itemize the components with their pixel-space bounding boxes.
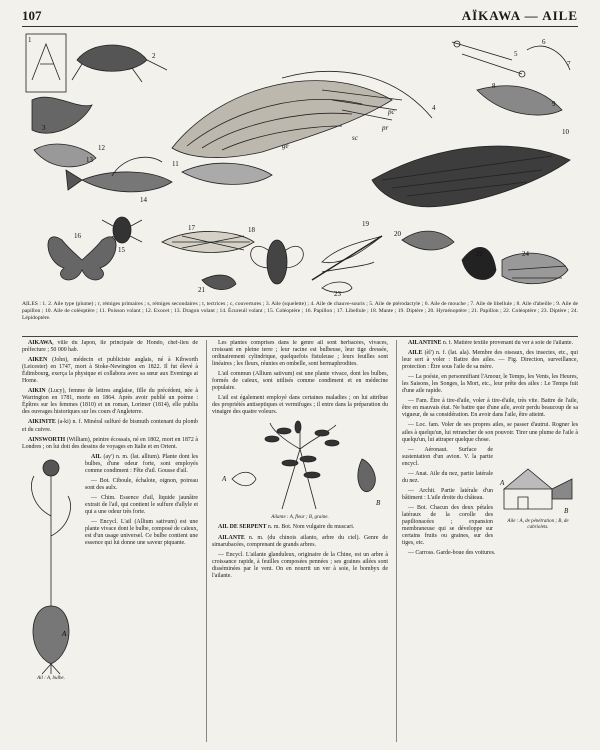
entry-text: — Carross. Garde-boue des voitures. (408, 550, 496, 557)
plate-number-24: 24 (522, 250, 529, 258)
plate-number-20: 20 (394, 230, 401, 238)
plate-number-19: 19 (362, 220, 369, 228)
entry-text: n. f. Matière textile provenant du ver à soie de l'ailante. (441, 340, 573, 346)
entry-text: — Anat. Aile du nez, partie latérale du nez. (402, 470, 493, 484)
entry-headword: AÏKAWA (28, 340, 53, 346)
entry-aile (402, 350, 578, 371)
plate-number-3: 3 (42, 124, 46, 132)
entry-text: — Encycl. L'ailante glanduleux, originaire de la Chine, est un arbre à croissance rapide, à feuilles composées pennées ; ses graines ailées sont disséminées par le vent. On en nourrit un ver à soie, le bombyx de l'ailante. (212, 551, 388, 579)
plate-letter-pr: pr (382, 124, 389, 132)
plate-letter-ge: ge (282, 142, 289, 150)
entry-text: , ville du Japon, île principale de Hondo, chef-lieu de préfecture ; 50 000 hab. (22, 340, 198, 354)
column-separator (206, 340, 207, 742)
plate-number-4: 4 (432, 104, 436, 112)
wings-plate-drawing (22, 30, 578, 298)
entry-text: — Bot. Chacun des deux pétales latéraux de la corolle des papilionacées ; expansion membraneuse qui se développe sur certains fruits ou graines, sur des tiges, etc. (402, 504, 493, 547)
paragraph (212, 340, 388, 368)
page-header (22, 8, 578, 26)
ailanthus-drawing (212, 419, 388, 515)
entry-headword: AIKEN (28, 357, 48, 364)
entry-text: L'ail commun (Allium sativum) est une plante vivace, dont les bulbes, formés de caïeux, sont utilisés comme condiment et en médecine populaire. (212, 371, 388, 392)
garlic-illustration (22, 456, 80, 682)
entry-ainsworth (22, 437, 198, 451)
ailanthus-caption: Ailante : A, fleur ; B, graine. (271, 515, 329, 521)
paragraph (402, 422, 578, 443)
entry-headword: AIL (91, 453, 102, 460)
entry-ailantine (402, 340, 578, 347)
plate-number-21: 21 (198, 286, 205, 294)
paragraph (212, 371, 388, 392)
entry-ailante (212, 535, 388, 549)
plate-legend: AILES : 1. 2. Aile type (plume) ; r, rémiges primaires ; s, rémiges secondaires ; t, tectrices ; c, couvertures ; 3. Aile (squelette) ; 4. Aile de chauve-souris ; 5. Aile de ptérodactyle ; 6. Aile de mouche ; 7. Aile de libellule ; 8. Aile d'abeille ; 9. Aile de papillon ; 10. Aile de coléoptère ; 11. Poisson volant ; 12. Exocet ; 13. Dragon volant ; 14. Écureuil volant ; 15. Coléoptère ; 16. Papillon ; 17. Libellule ; 18. Mante ; 19. Diptère ; 20. Hyménoptère ; 21. Papillon ; 22. Coléoptère ; 23. Diptère ; 24. Lépidoptère. (22, 301, 578, 321)
text-column-3 (402, 340, 578, 742)
entry-text: (John), médecin et publiciste anglais, né à Kibworth (Leicester) en 1747, mort à Stoke-Newington en 1822. Il fut élevé à Édimbourg, exerça la physique et collabora avec sa sœur aux Evenings at Home. (22, 357, 198, 385)
svg-text:A: A (222, 475, 227, 484)
text-column-2 (212, 340, 388, 742)
entry-ailante-encycl (212, 552, 388, 580)
entry-text: n. m. Bot. Nom vulgaire du muscari. (266, 524, 355, 531)
plate-number-18: 18 (248, 226, 255, 234)
entry-text: — La poésie, en personnifiant l'Amour, le Temps, les Vents, les Heures, les Saisons, les Songes, la Mort, etc., leur prête des ailes : Le Temps fuit d'une aile rapide. (402, 374, 578, 395)
entry-ail-de-serpent (212, 524, 388, 531)
plate-number-22: 22 (476, 250, 483, 258)
entry-text: — Aéronaut. Surface de sustentation d'un avion. V. la partie encycl. (402, 446, 493, 467)
plate-number-10: 10 (562, 128, 569, 136)
plate-number-14: 14 (140, 196, 147, 204)
plate-number-6: 6 (542, 38, 546, 46)
garlic-caption: Ail : A, bulbe. (37, 675, 65, 681)
plate-number-5: 5 (514, 50, 518, 58)
entry-headword: AINSWORTH (28, 436, 66, 443)
entry-text: — Encycl. L'ail (Allium sativum) est une plante vivace dont le bulbe, composé de caïeux, est d'un usage universel. Ce bulbe contient une essence qui lui donne une saveur piquante. (85, 519, 198, 547)
plate-number-9: 9 (552, 100, 556, 108)
entry-headword: AIKIN (28, 388, 46, 395)
paragraph (402, 550, 578, 557)
architecture-wing-drawing (498, 449, 578, 519)
svg-text:A: A (500, 478, 505, 487)
plate-letter-sc: sc (352, 134, 358, 142)
plate-number-13: 13 (86, 156, 93, 164)
entry-headword: AILANTINE (408, 340, 442, 346)
plate-number-7: 7 (567, 60, 571, 68)
entry-headword: AILANTE (218, 534, 245, 541)
svg-text:B: B (376, 499, 381, 508)
architecture-wing-caption: Aile : A, de pénétration ; B, de cabriolets. (507, 518, 569, 530)
wings-plate-illustration (22, 30, 578, 298)
plate-number-15: 15 (118, 246, 125, 254)
plate-number-17: 17 (188, 224, 195, 232)
entry-text: (èl') n. f. (lat. ala). Membre des oiseaux, des insectes, etc., qui leur sert à voler : Battre des ailes. — Fig. Direction, surveillance, protection : Être sous l'aile de sa mère. (402, 350, 578, 371)
plate-number-16: 16 (74, 232, 81, 240)
column-separator (396, 340, 397, 742)
ailanthus-illustration (212, 419, 388, 521)
entry-text: (William), peintre écossais, né en 1802, mort en 1872 à Londres ; on lui doit des dessins de voyages en Italie et en Orient. (22, 436, 198, 450)
svg-text:A: A (62, 629, 67, 638)
entry-text: n. m. (du chinois ailanto, arbre du ciel). Genre de simarubacées, comprenant de grands arbres. (212, 534, 388, 548)
plate-letter-pc: pc (388, 108, 395, 116)
entry-text: — Chim. Essence d'ail, liquide jaunâtre extrait de l'ail, qui contient le sulfure d'allyle et qui a une odeur très forte. (85, 494, 198, 515)
entry-text: (ay') n. m. (lat. allium). Plante dont les bulbes, d'une odeur forte, sont employés comme condiment : Fête d'ail. Gousse d'ail. (85, 453, 198, 474)
entry-text: — Archit. Partie latérale d'un bâtiment : L'aile droite du château. (402, 487, 493, 501)
plate-number-8: 8 (492, 82, 496, 90)
entry-text: L'ail est également employé dans certaines maladies ; on lui attribue des propriétés antiseptiques et vermifuges ; il entre dans la préparation du vinaigre des quatre voleurs. (212, 395, 388, 416)
plate-number-1: 1 (28, 36, 32, 44)
plate-number-23: 23 (334, 290, 341, 298)
entry-aiken (22, 357, 198, 385)
entry-aikawa (22, 340, 198, 354)
page-number: 107 (22, 8, 42, 23)
entry-text: Les plantes comprises dans le genre ail sont herbacées, vivaces, croissant en pleine terre ; leur racine est bulbeuse, leur tige dressée, ordinairement cylindrique, quelquefois fistuleuse ; leurs feuilles sont linéaires ; les fleurs, réunies en ombelle, sont hermaphrodites. (212, 340, 388, 368)
garlic-drawing (22, 456, 80, 676)
entry-aikinite (22, 419, 198, 433)
entry-text: (a-ki) n. f. Minéral sulfuré de bismuth contenant du plomb et du cuivre. (22, 419, 198, 433)
entry-headword: AIKINITE (28, 419, 56, 426)
svg-text:B: B (564, 506, 569, 515)
architecture-wing-illustration (498, 449, 578, 531)
paragraph (212, 395, 388, 416)
entry-aikin (22, 388, 198, 416)
paragraph (402, 374, 578, 395)
text-column-1 (22, 340, 198, 742)
plate-number-12: 12 (98, 144, 105, 152)
section-rule (22, 336, 578, 337)
entry-headword: AILE (408, 350, 423, 357)
entry-text: — Fam. Être à tire-d'aile, voler à tire-d'aile, très vite. Battre de l'aile, être en mauvais état. Ne battre que d'une aile, avoir perdu beaucoup de sa vigueur, de sa considération. En avoir dans l'aile, être atteint. (402, 398, 578, 419)
plate-number-11: 11 (172, 160, 179, 168)
entry-text: — Loc. fam. Voler de ses propres ailes, se passer d'autrui. Rogner les ailes à quelqu'un, lui retrancher de son pouvoir. Tirer une plume de l'aile à quelqu'un, lui attraper quelque chose. (402, 422, 578, 443)
running-title: AÏKAWA — AILE (461, 8, 578, 23)
entry-text: (Lucy), femme de lettres anglaise, fille du précédent, née à Warrington en 1781, morte en 1864. Après avoir publié un poème : Épîtres sur les femmes (1810) et un roman, Lorimer (1814), elle publia des ouvrages historiques sur les cours d'Angleterre. (22, 388, 198, 416)
plate-number-2: 2 (152, 52, 156, 60)
entry-text: — Bot. Ciboule, échalote, oignon, poireau sont des aulx. (85, 477, 198, 491)
entry-headword: AIL DE SERPENT (218, 524, 267, 531)
header-rule (22, 26, 578, 27)
paragraph (402, 398, 578, 419)
